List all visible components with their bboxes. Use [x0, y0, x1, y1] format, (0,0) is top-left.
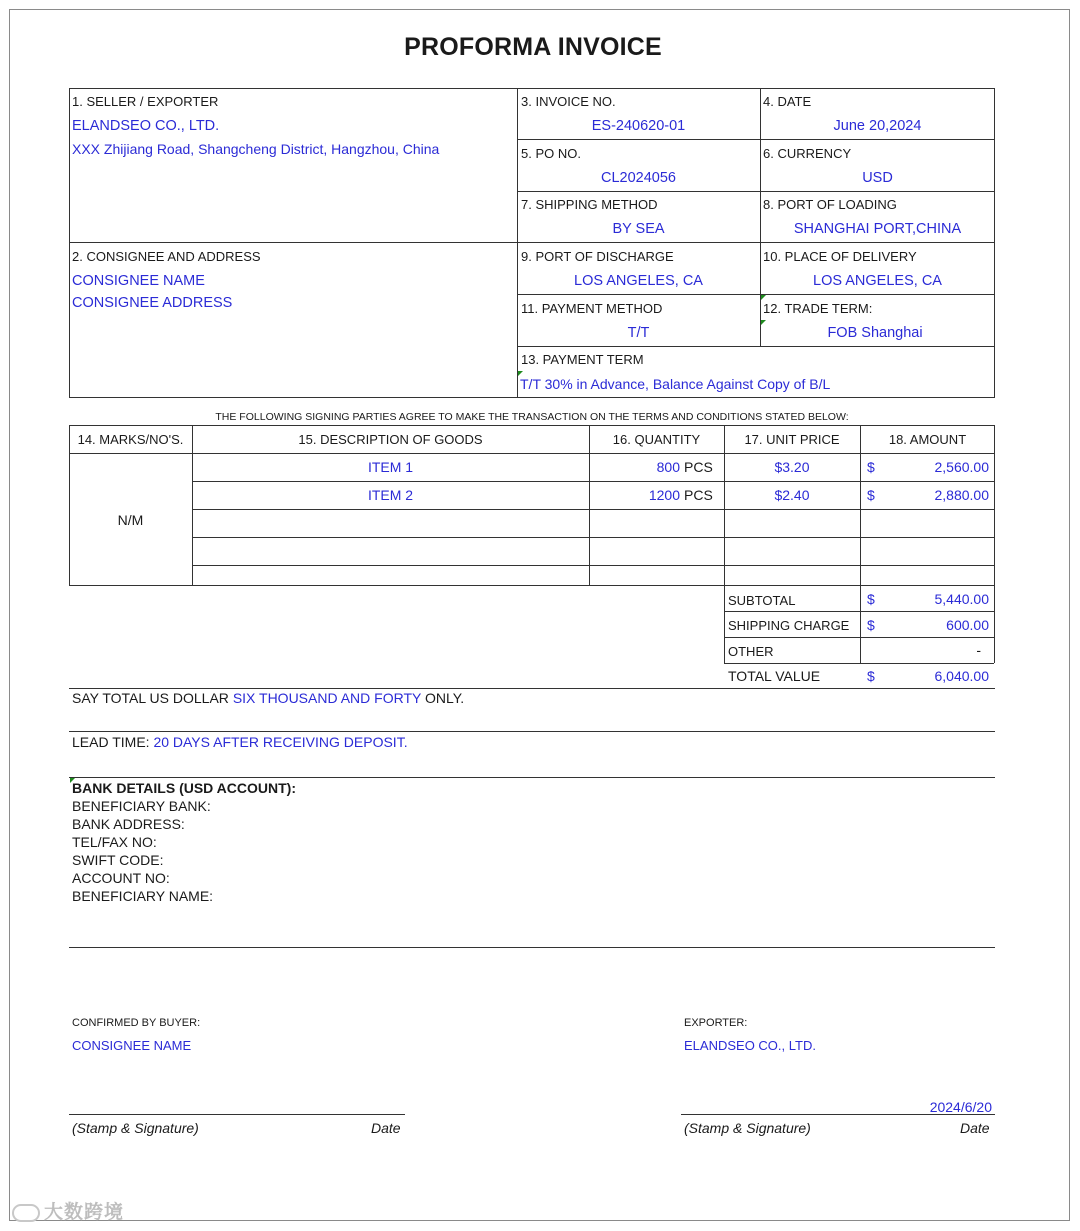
- totals-divider: [724, 663, 994, 664]
- say-total-prefix: SAY TOTAL US DOLLAR: [72, 690, 229, 706]
- item-description: ITEM 2: [367, 487, 414, 503]
- place-of-delivery-label: 10. PLACE OF DELIVERY: [763, 249, 917, 264]
- consignee-label: 2. CONSIGNEE AND ADDRESS: [72, 249, 261, 264]
- total-value-label: TOTAL VALUE: [728, 668, 821, 684]
- table-header-divider: [69, 453, 995, 454]
- table-col-divider: [724, 425, 725, 586]
- invoice-no-value: ES-240620-01: [591, 118, 686, 134]
- buyer-sign-name: CONSIGNEE NAME: [72, 1038, 192, 1053]
- buyer-sign-label: CONFIRMED BY BUYER:: [72, 1017, 201, 1029]
- bank-heading: BANK DETAILS (USD ACCOUNT):: [72, 780, 296, 796]
- header-unit-price: 17. UNIT PRICE: [744, 432, 840, 447]
- item-currency-symbol: $: [867, 487, 875, 503]
- buyer-signature-line: [69, 1114, 405, 1115]
- other-value: -: [976, 642, 981, 658]
- page-title: PROFORMA INVOICE: [404, 33, 662, 61]
- consignee-name: CONSIGNEE NAME: [72, 273, 205, 289]
- seller-label: 1. SELLER / EXPORTER: [72, 94, 219, 109]
- lead-time-label: LEAD TIME:: [72, 734, 150, 750]
- place-of-delivery-value: LOS ANGELES, CA: [813, 273, 942, 289]
- bank-field-tel-fax: TEL/FAX NO:: [72, 834, 157, 850]
- item-unit-price: $2.40: [774, 487, 810, 503]
- section-rule: [69, 947, 995, 948]
- currency-value: USD: [862, 170, 893, 186]
- currency-label: 6. CURRENCY: [763, 146, 852, 161]
- payment-method-value: T/T: [627, 325, 650, 341]
- date-value: June 20,2024: [833, 118, 922, 134]
- lead-time: [72, 734, 408, 750]
- totals-divider: [724, 586, 725, 663]
- po-no-value: CL2024056: [601, 170, 676, 186]
- subtotal-value: 5,440.00: [934, 591, 989, 607]
- grid-divider: [517, 139, 995, 140]
- exporter-sign-date: 2024/6/20: [929, 1099, 992, 1115]
- say-total-amount-words: SIX THOUSAND AND FORTY: [232, 690, 422, 706]
- goods-table: [69, 425, 995, 586]
- table-col-divider: [589, 425, 590, 586]
- say-total: [72, 690, 464, 706]
- shipping-method-label: 7. SHIPPING METHOD: [521, 197, 658, 212]
- table-row-divider: [192, 537, 995, 538]
- lead-time-value: 20 DAYS AFTER RECEIVING DEPOSIT.: [153, 734, 408, 750]
- item-amount: 2,560.00: [934, 459, 989, 475]
- agreement-note: THE FOLLOWING SIGNING PARTIES AGREE TO MAKE THE TRANSACTION ON THE TERMS AND CONDITIONS STATED BELOW:: [215, 411, 849, 423]
- table-row-divider: [192, 509, 995, 510]
- port-of-loading-label: 8. PORT OF LOADING: [763, 197, 897, 212]
- port-of-discharge-value: LOS ANGELES, CA: [574, 273, 703, 289]
- seller-name: ELANDSEO CO., LTD.: [72, 118, 220, 134]
- grid-divider: [517, 346, 995, 347]
- item-amount: 2,880.00: [934, 487, 989, 503]
- table-col-divider: [192, 425, 193, 586]
- section-rule: [69, 688, 995, 689]
- table-row-divider: [192, 565, 995, 566]
- totals-divider: [724, 637, 994, 638]
- buyer-stamp-signature: (Stamp & Signature): [72, 1120, 199, 1136]
- exporter-date-label: Date: [960, 1120, 990, 1136]
- trade-term-label: 12. TRADE TERM:: [763, 301, 873, 316]
- payment-method-label: 11. PAYMENT METHOD: [521, 301, 663, 316]
- marks-value: N/M: [117, 512, 144, 528]
- bank-field-account-no: ACCOUNT NO:: [72, 870, 170, 886]
- bank-field-bank-address: BANK ADDRESS:: [72, 816, 185, 832]
- buyer-date-label: Date: [371, 1120, 401, 1136]
- header-marks: 14. MARKS/NO'S.: [77, 432, 184, 447]
- grid-divider: [517, 88, 518, 398]
- trade-term-value: FOB Shanghai: [827, 325, 923, 341]
- other-label: OTHER: [728, 644, 774, 659]
- exporter-stamp-signature: (Stamp & Signature): [684, 1120, 811, 1136]
- item-qty: 800: [656, 459, 680, 475]
- total-value-amount: 6,040.00: [934, 668, 989, 684]
- bank-field-swift-code: SWIFT CODE:: [72, 852, 164, 868]
- subtotal-label: SUBTOTAL: [728, 593, 796, 608]
- table-row-divider: [192, 481, 995, 482]
- bank-field-beneficiary-name: BENEFICIARY NAME:: [72, 888, 214, 904]
- header-description: 15. DESCRIPTION OF GOODS: [298, 432, 483, 447]
- po-no-label: 5. PO NO.: [521, 146, 581, 161]
- item-unit-price: $3.20: [774, 459, 810, 475]
- table-col-divider: [860, 425, 861, 586]
- invoice-no-label: 3. INVOICE NO.: [521, 94, 616, 109]
- exporter-sign-name: ELANDSEO CO., LTD.: [684, 1038, 816, 1053]
- shipping-method-value: BY SEA: [612, 221, 665, 237]
- payment-term-value: T/T 30% in Advance, Balance Against Copy of B/L: [520, 376, 831, 392]
- shipping-charge-symbol: $: [867, 617, 875, 633]
- exporter-sign-label: EXPORTER:: [684, 1017, 748, 1029]
- shipping-charge-label: SHIPPING CHARGE: [728, 618, 850, 633]
- watermark: [12, 1197, 124, 1224]
- grid-divider: [517, 294, 995, 295]
- watermark-logo-icon: [12, 1204, 40, 1222]
- bank-field-beneficiary-bank: BENEFICIARY BANK:: [72, 798, 211, 814]
- comment-marker: [761, 295, 766, 300]
- watermark-text: 大数跨境: [44, 1202, 125, 1223]
- say-total-suffix: ONLY.: [424, 690, 465, 706]
- header-amount: 18. AMOUNT: [888, 432, 967, 447]
- section-rule: [69, 777, 995, 778]
- port-of-discharge-label: 9. PORT OF DISCHARGE: [521, 249, 674, 264]
- grid-divider: [517, 191, 995, 192]
- exporter-signature-line: [681, 1114, 995, 1115]
- date-label: 4. DATE: [763, 94, 812, 109]
- section-rule: [69, 731, 995, 732]
- payment-term-label: 13. PAYMENT TERM: [521, 352, 644, 367]
- shipping-charge-value: 600.00: [946, 617, 989, 633]
- item-unit: PCS: [684, 487, 713, 503]
- total-value-symbol: $: [867, 668, 875, 684]
- header-quantity: 16. QUANTITY: [612, 432, 701, 447]
- subtotal-symbol: $: [867, 591, 875, 607]
- totals-divider: [994, 586, 995, 663]
- port-of-loading-value: SHANGHAI PORT,CHINA: [793, 221, 962, 237]
- totals-divider: [724, 611, 994, 612]
- item-description: ITEM 1: [367, 459, 414, 475]
- item-unit: PCS: [684, 459, 713, 475]
- consignee-address: CONSIGNEE ADDRESS: [72, 295, 233, 311]
- item-qty: 1200: [648, 487, 680, 503]
- item-currency-symbol: $: [867, 459, 875, 475]
- seller-address: XXX Zhijiang Road, Shangcheng District, Hangzhou, China: [72, 141, 440, 157]
- grid-divider: [69, 242, 995, 243]
